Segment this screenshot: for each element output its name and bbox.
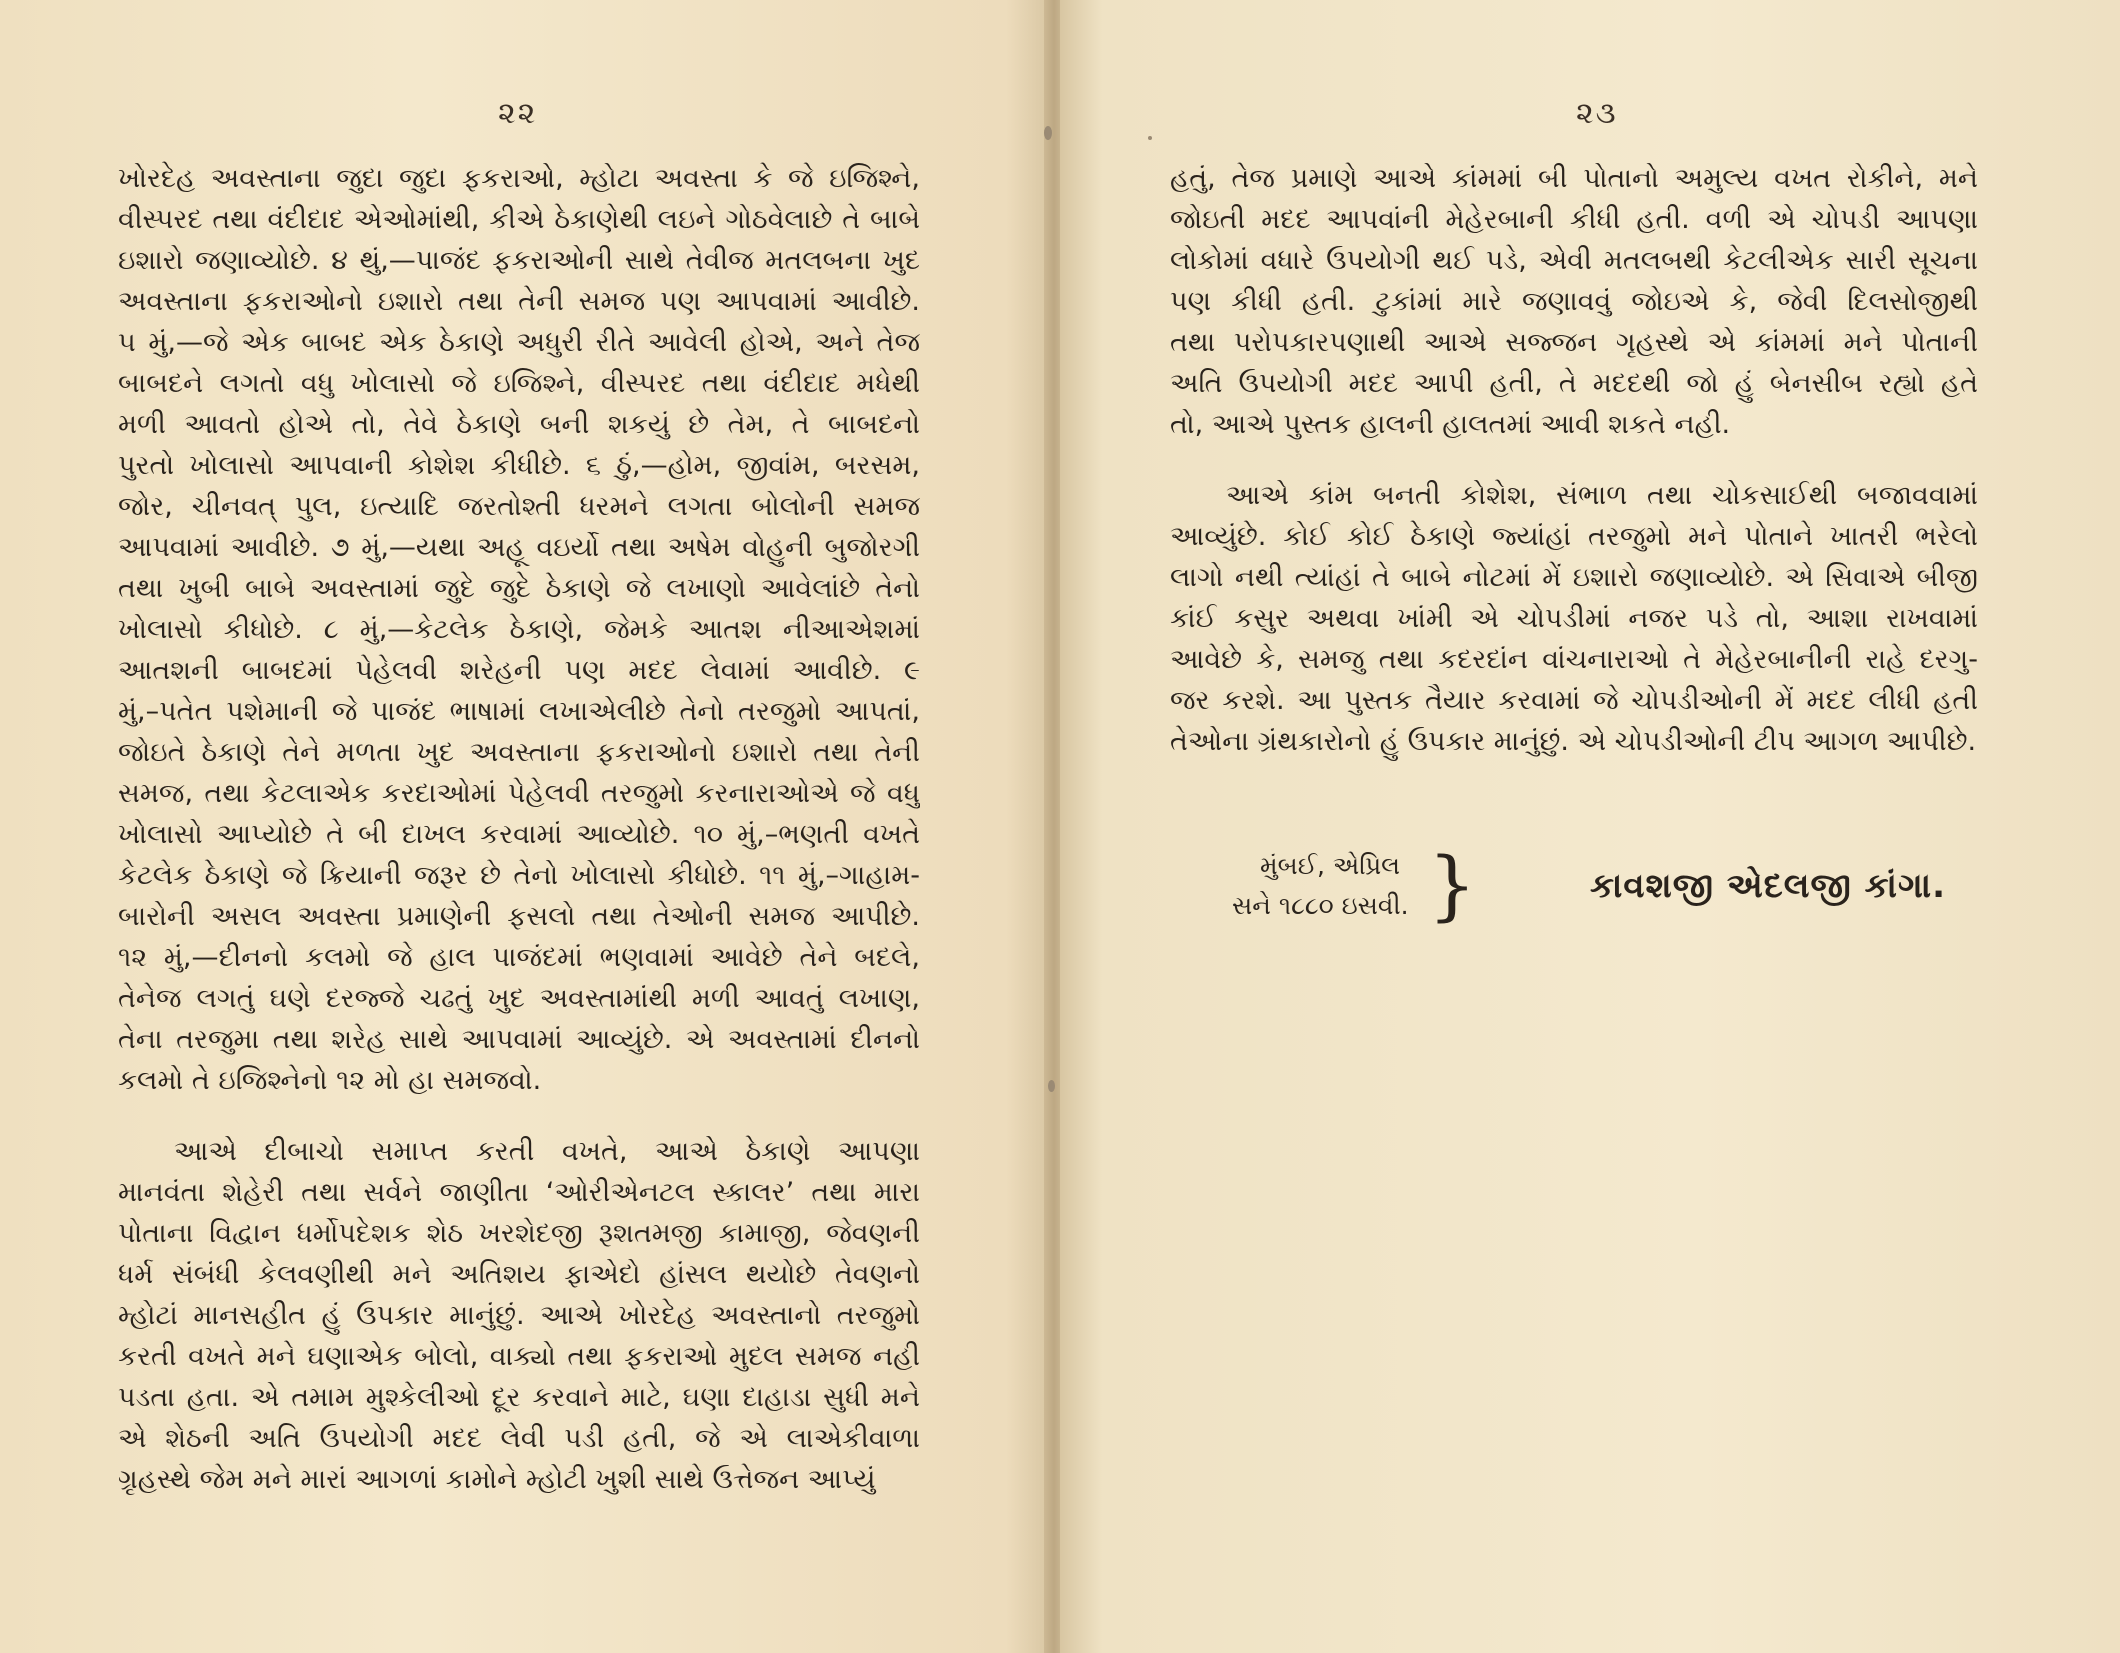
text-line: આવેછે કે, સમજુ તથા કદરદાંન વાંચનારાઓ તે મેહેરબાનીની રાહે દરગુ- (1170, 644, 1978, 675)
text-line: તેઓના ગ્રંથકારોનો હું ઉપકાર માનુંછું. એ ચોપડીઓની ટીપ આગળ આપીછે. (1170, 726, 1977, 757)
text-line: કાંઈ કસુર અથવા ખાંમી એ ચોપડીમાં નજર પડે તો, આશા રાખવામાં (1170, 603, 1978, 634)
text-line: પોતાના વિદ્વાન ધર્મોપદેશક શેઠ ખરશેદજી રૂશતમજી કામાજી, જેવણની (118, 1218, 920, 1249)
text-line: ઇશારો જણાવ્યોછે. ૪ થું,—પાજંદ ફકરાઓની સાથે તેવીજ મતલબના ખુદ (118, 245, 920, 276)
text-line: અવસ્તાના ફકરાઓનો ઇશારો તથા તેની સમજ પણ આપવામાં આવીછે. (118, 286, 920, 317)
text-line: કલમો તે ઇજિશ્નેનો ૧૨ મો હા સમજવો. (118, 1065, 542, 1096)
page-number-right: ૨૩ (1576, 96, 1618, 131)
page-spot (1048, 1080, 1055, 1092)
text-line: લાગો નથી ત્યાંહાં તે બાબે નોટમાં મેં ઇશારો જણાવ્યોછે. એ સિવાએ બીજી (1170, 562, 1978, 593)
text-line: તેના તરજુમા તથા શરેહ સાથે આપવામાં આવ્યુંછે. એ અવસ્તામાં દીનનો (118, 1024, 920, 1055)
text-line: એ શેઠની અતિ ઉપયોગી મદદ લેવી પડી હતી, જે એ લાએકીવાળા (118, 1423, 920, 1454)
place-date (1232, 846, 1409, 926)
page-spot (1148, 136, 1152, 140)
author-signature: કાવશજી એદલજી કાંગા. (1590, 866, 1947, 906)
text-line: ૫ મું,—જે એક બાબદ એક ઠેકાણે અધુરી રીતે આવેલી હોએ, અને તેજ (118, 327, 920, 358)
text-line: આએ કાંમ બનતી કોશેશ, સંભાળ તથા ચોકસાઈથી બજાવવામાં (1226, 480, 1978, 511)
text-line: માનવંતા શેહેરી તથા સર્વને જાણીતા ‘ઓરીએનટલ સ્કાલર’ તથા મારા (118, 1177, 920, 1208)
text-line: હતું, તેજ પ્રમાણે આએ કાંમમાં બી પોતાનો અમુલ્ય વખત રોકીને, મને (1170, 163, 1978, 194)
text-line: પુરતો ખોલાસો આપવાની કોશેશ કીધીછે. ૬ ઠું,—હોમ, જીવાંમ, બરસમ, (118, 450, 920, 481)
text-line: આએ દીબાચો સમાપ્ત કરતી વખતે, આએ ઠેકાણે આપણા (174, 1136, 920, 1167)
text-line: ખોલાસો આપ્યોછે તે બી દાખલ કરવામાં આવ્યોછે. ૧૦ મું,–ભણતી વખતે (118, 819, 920, 850)
text-line: ૧૨ મું,—દીનનો કલમો જે હાલ પાજંદમાં ભણવામાં આવેછે તેને બદલે, (118, 942, 920, 973)
signature-block (1170, 840, 1990, 936)
text-line: પડતા હતા. એ તમામ મુશ્કેલીઓ દૂર કરવાને માટે, ઘણા દાહાડા સુધી મને (118, 1382, 920, 1413)
text-line: પણ કીધી હતી. ટુકાંમાં મારે જણાવવું જોઇએ કે, જેવી દિલસોજીથી (1170, 286, 1978, 317)
text-line: આપવામાં આવીછે. ૭ મું,—યથા અહૂ વઇર્યો તથા અષેમ વોહુની બુજોરગી (118, 532, 920, 563)
text-line: જર કરશે. આ પુસ્તક તૈયાર કરવામાં જે ચોપડીઓની મેં મદદ લીધી હતી (1170, 685, 1978, 716)
left-page (0, 0, 1048, 1653)
text-line: લોકોમાં વધારે ઉપયોગી થઈ પડે, એવી મતલબથી કેટલીએક સારી સૂચના (1170, 245, 1978, 276)
text-line: મળી આવતો હોએ તો, તેવે ઠેકાણે બની શકયું છે તેમ, તે બાબદનો (118, 409, 920, 440)
text-line: કેટલેક ઠેકાણે જે ક્રિયાની જરૂર છે તેનો ખોલાસો કીધોછે. ૧૧ મું,–ગાહામ- (118, 860, 920, 891)
text-line: ખોરદેહ અવસ્તાના જુદા જુદા ફકરાઓ, મ્હોટા અવસ્તા કે જે ઇજિશ્ને, (118, 163, 920, 194)
left-page-text (118, 158, 920, 1500)
text-line: બાબદને લગતો વધુ ખોલાસો જે ઇજિશ્ને, વીસ્પરદ તથા વંદીદાદ મધેથી (118, 368, 920, 399)
text-line: સમજ, તથા કેટલાએક કરદાઓમાં પેહેલવી તરજુમો કરનારાઓએ જે વધુ (118, 778, 920, 809)
text-line: કરતી વખતે મને ઘણાએક બોલો, વાક્યો તથા ફકરાઓ મુદલ સમજ નહી (118, 1341, 920, 1372)
text-line: જોર, ચીનવત્ પુલ, ઇત્યાદિ જરતોશ્તી ધરમને લગતા બોલોની સમજ (118, 491, 920, 522)
place-line-1: મુંબઈ, એપ્રિલ (1260, 851, 1401, 880)
text-line: તો, આએ પુસ્તક હાલની હાલતમાં આવી શકતે નહી. (1170, 409, 1731, 440)
text-line: તેનેજ લગતું ઘણે દરજ્જે ચઢતું ખુદ અવસ્તામાંથી મળી આવતું લખાણ, (118, 983, 920, 1014)
text-line: તથા પરોપકારપણાથી આએ સજ્જન ગૃહસ્થે એ કાંમમાં મને પોતાની (1170, 327, 1978, 358)
text-line: વીસ્પરદ તથા વંદીદાદ એઓમાંથી, કીએ ઠેકાણેથી લઇને ગોઠવેલાછે તે બાબે (118, 204, 920, 235)
right-page (1060, 0, 2120, 1653)
text-line: આતશની બાબદમાં પેહેલવી શરેહની પણ મદદ લેવામાં આવીછે. ૯ (118, 655, 920, 686)
left-paragraph-2 (118, 1131, 920, 1500)
brace: } (1428, 840, 1477, 929)
text-line: મ્હોટાં માનસહીત હું ઉપકાર માનુંછું. આએ ખોરદેહ અવસ્તાનો તરજુમો (118, 1300, 920, 1331)
text-line: મું,–પતેત પશેમાની જે પાજંદ ભાષામાં લખાએલીછે તેનો તરજુમો આપતાં, (118, 696, 920, 727)
page-spot (1044, 126, 1052, 140)
page-number-left: ૨૨ (498, 96, 538, 131)
right-paragraph-1 (1170, 158, 1978, 445)
text-line: ખોલાસો કીધોછે. ૮ મું,—કેટલેક ઠેકાણે, જેમકે આતશ નીઆએશમાં (118, 614, 920, 645)
text-line: ધર્મ સંબંધી કેલવણીથી મને અતિશય ફાએદો હાંસલ થયોછે તેવણનો (118, 1259, 920, 1290)
right-page-text (1170, 158, 1978, 762)
text-line: જોઇતી મદદ આપવાંની મેહેરબાની કીધી હતી. વળી એ ચોપડી આપણા (1170, 204, 1978, 235)
place-line-2: સને ૧૮૮૦ ઇસવી. (1232, 891, 1409, 920)
left-paragraph-1 (118, 158, 920, 1101)
text-line: આવ્યુંછે. કોઈ કોઈ ઠેકાણે જ્યાંહાં તરજુમો મને પોતાને ખાતરી ભરેલો (1170, 521, 1978, 552)
text-line: ગ્રૃહસ્થે જેમ મને મારાં આગળાં કામોને મ્હોટી ખુશી સાથે ઉત્તેજન આપ્યું (118, 1464, 876, 1495)
text-line: તથા ખુબી બાબે અવસ્તામાં જુદે જુદે ઠેકાણે જે લખાણો આવેલાંછે તેનો (118, 573, 920, 604)
right-paragraph-2 (1170, 475, 1978, 762)
text-line: અતિ ઉપયોગી મદદ આપી હતી, તે મદદથી જો હું બેનસીબ રહ્યો હતે (1170, 368, 1978, 399)
text-line: બારોની અસલ અવસ્તા પ્રમાણેની ફસલો તથા તેઓની સમજ આપીછે. (118, 901, 920, 932)
text-line: જોઇતે ઠેકાણે તેને મળતા ખુદ અવસ્તાના ફકરાઓનો ઇશારો તથા તેની (118, 737, 920, 768)
